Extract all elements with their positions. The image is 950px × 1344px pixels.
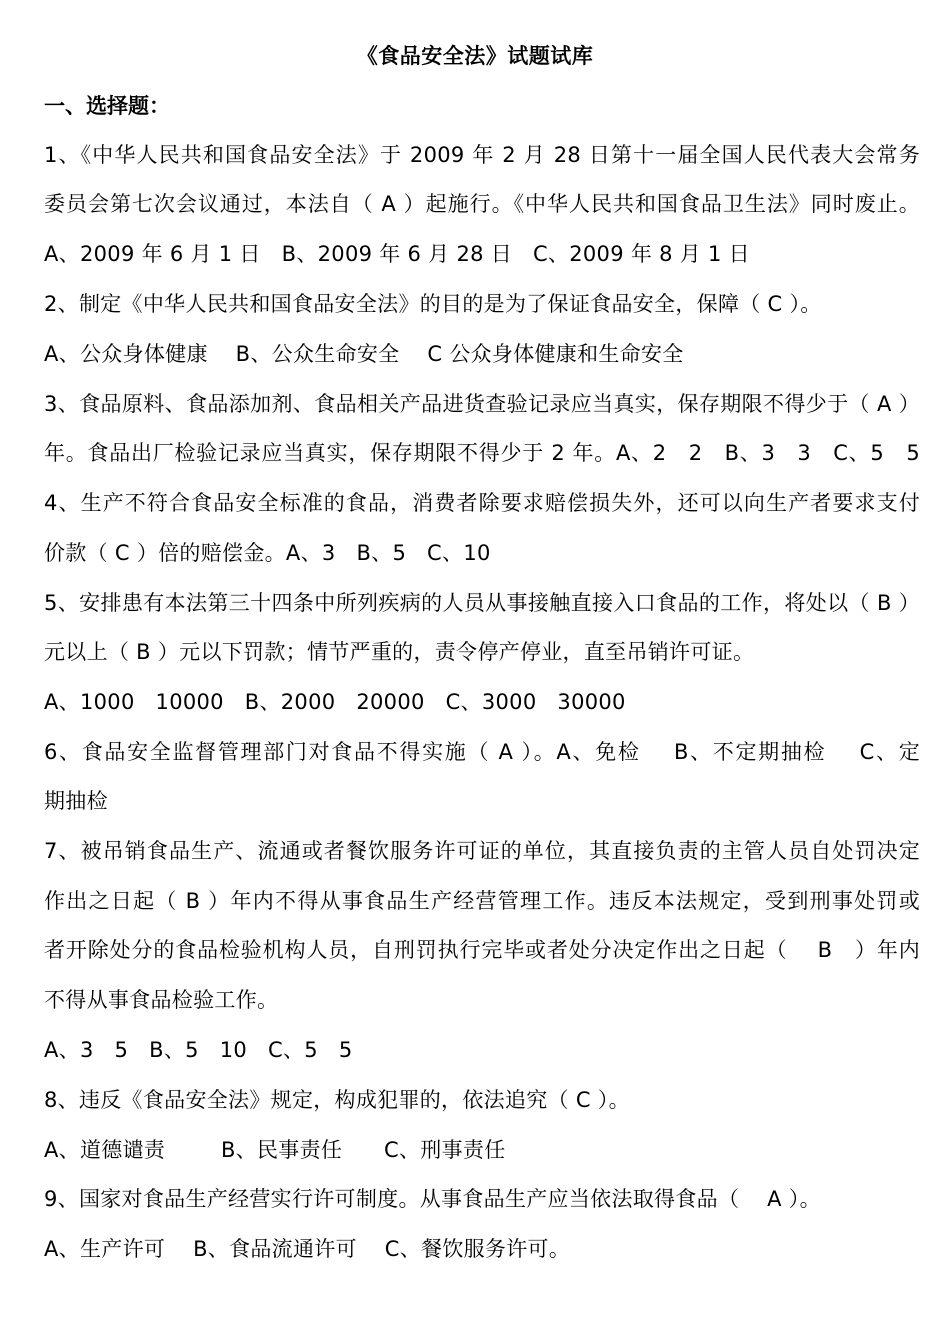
text-line: 不得从事食品检验工作。 [44, 988, 279, 1012]
text-line: 价款（ C ）倍的赔偿金。A、3 B、5 C、10 [44, 541, 491, 565]
text-line: 7、被吊销食品生产、流通或者餐饮服务许可证的单位，其直接负责的主管人员自处罚决定 [44, 839, 920, 863]
text-line: 委员会第七次会议通过，本法自（ A ）起施行。《中华人民共和国食品卫生法》同时废止。 [44, 192, 920, 216]
text-line: 作出之日起（ B ）年内不得从事食品生产经营管理工作。违反本法规定，受到刑事处罚或 [44, 889, 920, 913]
text-line: 5、安排患有本法第三十四条中所列疾病的人员从事接触直接入口食品的工作，将处以（ B ） [44, 591, 920, 615]
text-line: 2、制定《中华人民共和国食品安全法》的目的是为了保证食品安全，保障（ C ）。 [44, 292, 822, 316]
option-line: A、3 5 B、5 10 C、5 5 [44, 1038, 353, 1062]
option-line: A、道德谴责 B、民事责任 C、刑事责任 [44, 1138, 506, 1162]
text-line: 者开除处分的食品检验机构人员，自刑罚执行完毕或者处分决定作出之日起（ B ）年内 [44, 938, 920, 962]
text-line: 年。食品出厂检验记录应当真实，保存期限不得少于 2 年。A、2 2 B、3 3 C、5 5 [44, 441, 920, 465]
text-line: 1、《中华人民共和国食品安全法》于 2009 年 2 月 28 日第十一届全国人民代表大会常务 [44, 143, 920, 167]
text-line: 8、违反《食品安全法》规定，构成犯罪的，依法追究（ C ）。 [44, 1088, 630, 1112]
option-line: A、2009 年 6 月 1 日 B、2009 年 6 月 28 日 C、2009 年 8 月 1 日 [44, 242, 750, 266]
text-line: 3、食品原料、食品添加剂、食品相关产品进货查验记录应当真实，保存期限不得少于（ A ） [44, 392, 920, 416]
option-line: A、公众身体健康 B、公众生命安全 C 公众身体健康和生命安全 [44, 342, 684, 366]
option-line: A、1000 10000 B、2000 20000 C、3000 30000 [44, 690, 626, 714]
text-line: 6、食品安全监督管理部门对食品不得实施（ A ）。A、免检 B、不定期抽检 C、定 [44, 740, 920, 764]
section-heading: 一、选择题： [44, 94, 170, 118]
document-title: 《食品安全法》试题试库 [356, 44, 594, 68]
text-line: 期抽检 [44, 789, 108, 813]
text-line: 9、国家对食品生产经营实行许可制度。从事食品生产应当依法取得食品（ A ）。 [44, 1187, 821, 1211]
option-line: A、生产许可 B、食品流通许可 C、餐饮服务许可。 [44, 1237, 571, 1261]
text-line: 元以上（ B ）元以下罚款；情节严重的，责令停产停业，直至吊销许可证。 [44, 640, 755, 664]
text-line: 4、生产不符合食品安全标准的食品，消费者除要求赔偿损失外，还可以向生产者要求支付 [44, 491, 920, 515]
